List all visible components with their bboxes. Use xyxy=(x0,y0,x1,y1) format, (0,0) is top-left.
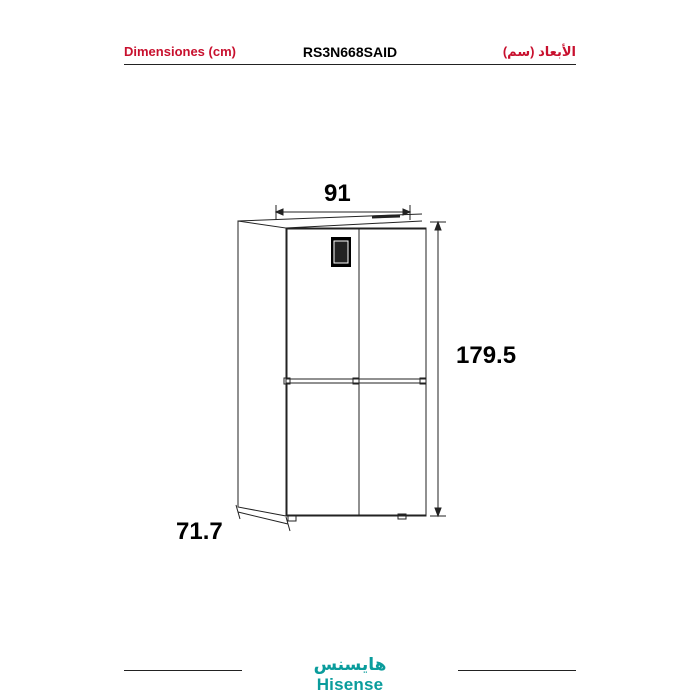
lower-left-door xyxy=(287,383,359,515)
fridge-front xyxy=(286,228,426,516)
fridge-side-panel xyxy=(238,221,286,516)
model-number: RS3N668SAID xyxy=(302,44,398,60)
upper-right-door xyxy=(359,229,426,379)
fridge-top-front-edge xyxy=(286,221,422,228)
dimensions-title-ar: الأبعاد (سم) xyxy=(502,44,576,59)
depth-value: 71.7 xyxy=(176,518,223,545)
top-trim xyxy=(372,216,400,217)
dimensions-title-es: Dimensiones (cm) xyxy=(124,44,236,59)
depth-dimension-line xyxy=(236,505,290,531)
brand-logo: Hisense xyxy=(316,675,384,694)
height-value: 179.5 xyxy=(456,342,517,369)
brand-logo-arabic: هايسنس xyxy=(313,655,387,674)
height-dimension-line xyxy=(430,222,446,516)
lower-right-door xyxy=(359,383,426,515)
control-display-screen xyxy=(334,241,348,263)
width-value: 91 xyxy=(324,180,351,207)
foot-left xyxy=(288,516,296,521)
